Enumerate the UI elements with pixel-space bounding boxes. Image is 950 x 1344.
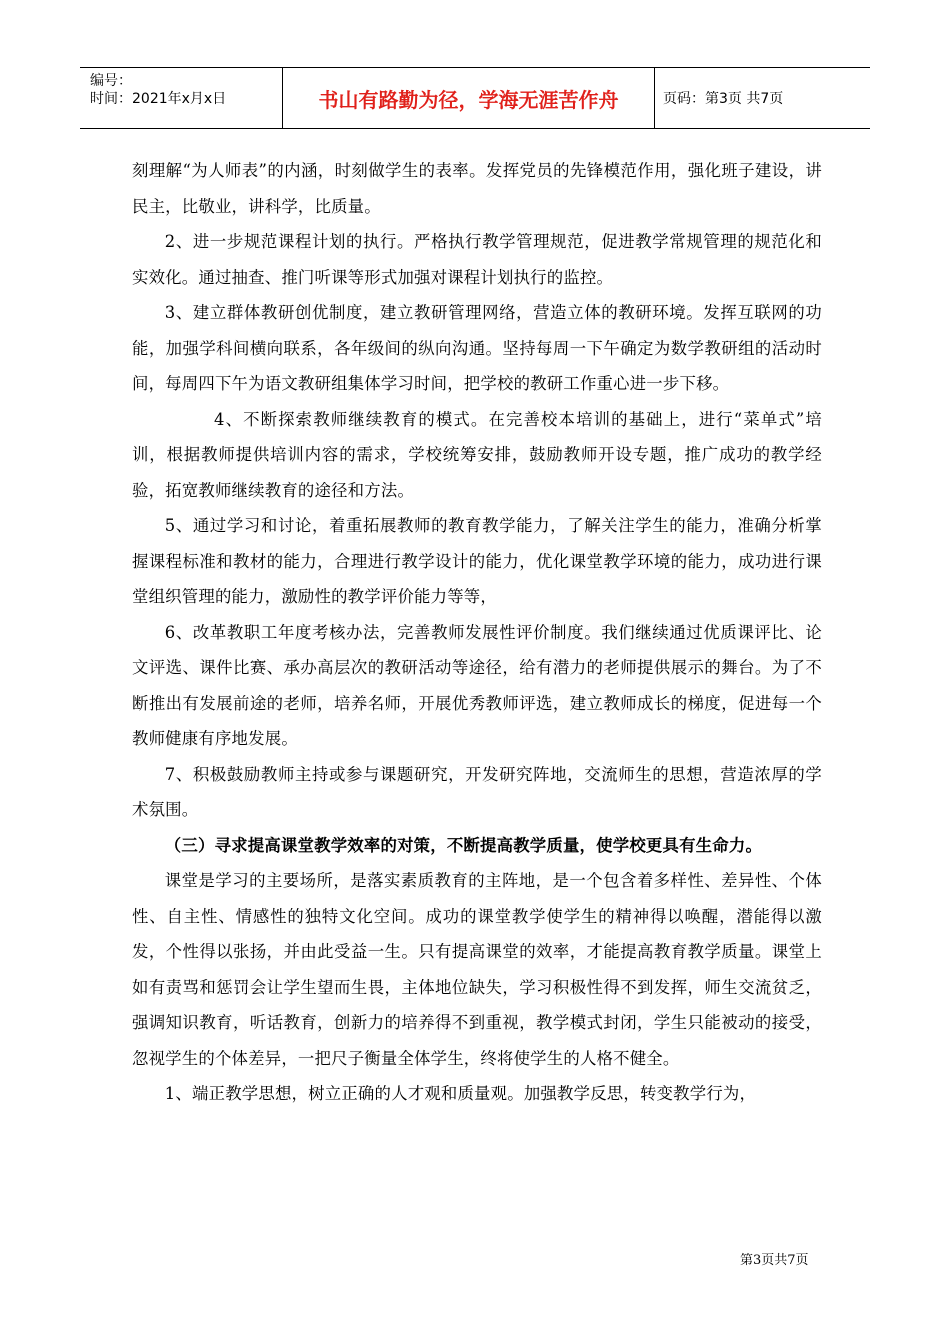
header-meta-cell [80, 68, 283, 128]
paragraph-item-4: 4、不断探索教师继续教育的模式。在完善校本培训的基础上，进行“菜单式”培训，根据教师提供培训内容的需求，学校统筹安排，鼓励教师开设专题，推广成功的教学经验，拓宽教师继续教育的途径和方法。 [132, 409, 822, 500]
header-page-info: 页码：第3页 共7页 [663, 91, 784, 107]
section-heading: （三）寻求提高课堂教学效率的对策，不断提高教学质量，使学校更具有生命力。 [164, 835, 763, 855]
paragraph-item-2: 2、进一步规范课程计划的执行。严格执行教学管理规范，促进教学常规管理的规范化和实效化。通过抽查、推门听课等形式加强对课程计划执行的监控。 [132, 232, 822, 287]
paragraph-continuation: 刻理解“为人师表”的内涵，时刻做学生的表率。发挥党员的先锋模范作用，强化班子建设，讲民主，比敬业，讲科学，比质量。 [132, 161, 822, 216]
document-body [132, 153, 822, 1112]
paragraph-item-3: 3、建立群体教研创优制度，建立教研管理网络，营造立体的教研环境。发挥互联网的功能，加强学科间横向联系，各年级间的纵向沟通。坚持每周一下午确定为数学教研组的活动时间，每周四下午为语文教研组集体学习时间，把学校的教研工作重心进一步下移。 [132, 303, 822, 393]
time-label: 时间：2021年x月x日 [90, 91, 227, 107]
page-footer: 第3页共7页 [740, 1253, 809, 1268]
paragraph-classroom: 课堂是学习的主要场所，是落实素质教育的主阵地，是一个包含着多样性、差异性、个体性、自主性、情感性的独特文化空间。成功的课堂教学使学生的精神得以唤醒，潜能得以激发，个性得以张扬，并由此受益一生。只有提高课堂的效率，才能提高教育教学质量。课堂上如有责骂和惩罚会让学生望而生畏，主体地位缺失，学习积极性得不到发挥，师生交流贫乏，强调知识教育，听话教育，创新力的培养得不到重视，教学模式封闭，学生只能被动的接受，忽视学生的个体差异，一把尺子衡量全体学生，终将使学生的人格不健全。 [132, 871, 822, 1068]
paragraph-item-5: 5、通过学习和讨论，着重拓展教师的教育教学能力，了解关注学生的能力，准确分析掌握课程标准和教材的能力，合理进行教学设计的能力，优化课堂教学环境的能力，成功进行课堂组织管理的能力，激励性的教学评价能力等等， [132, 516, 822, 606]
paragraph-item-1: 1、端正教学思想，树立正确的人才观和质量观。加强教学反思，转变教学行为， [164, 1084, 757, 1103]
header-motto: 书山有路勤为径，学海无涯苦作舟 [283, 68, 655, 128]
serial-label: 编号： [90, 73, 132, 89]
paragraph-item-6: 6、改革教职工年度考核办法，完善教师发展性评价制度。我们继续通过优质课评比、论文评选、课件比赛、承办高层次的教研活动等途径，给有潜力的老师提供展示的舞台。为了不断推出有发展前途的老师，培养名师，开展优秀教师评选，建立教师成长的梯度，促进每一个教师健康有序地发展。 [132, 622, 822, 748]
paragraph-item-7: 7、积极鼓励教师主持或参与课题研究，开发研究阵地，交流师生的思想，营造浓厚的学术氛围。 [132, 764, 822, 819]
page-header [80, 67, 870, 129]
